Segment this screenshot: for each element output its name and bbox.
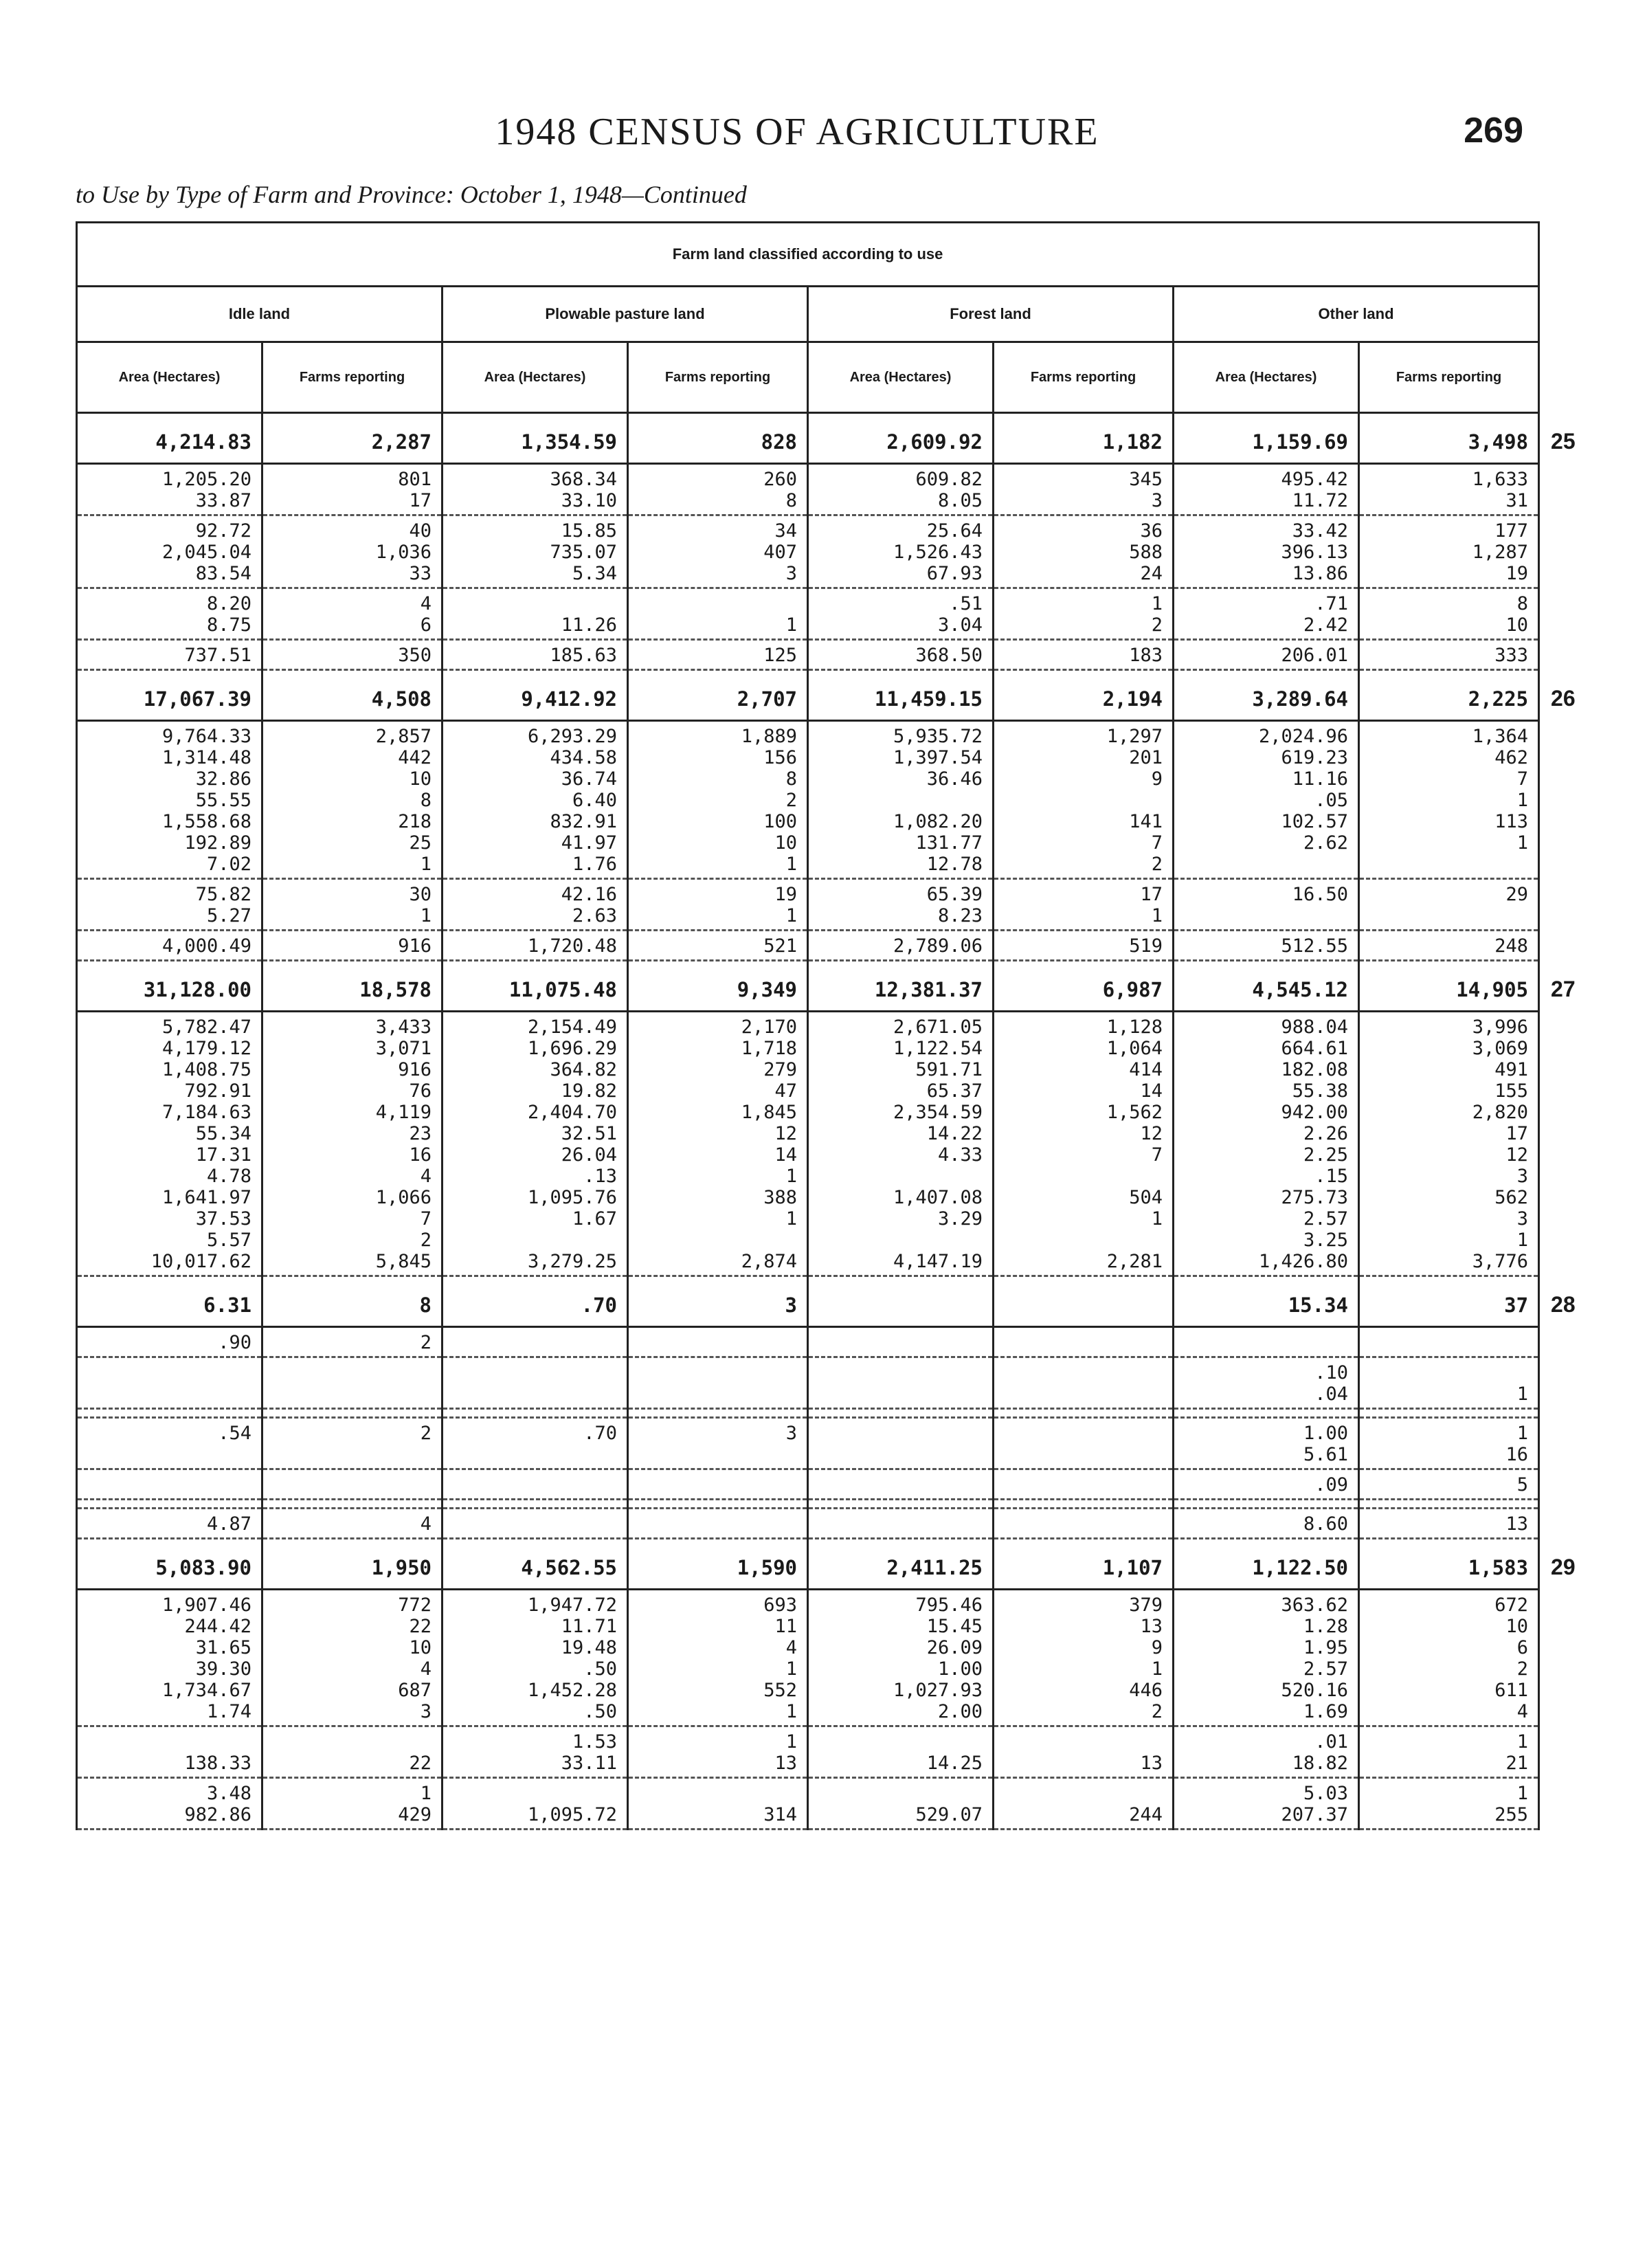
- group-header-other-land: Other land: [1174, 287, 1539, 342]
- table-cell: 333: [1359, 640, 1539, 670]
- row-reference-number: 25: [1539, 413, 1580, 464]
- table-cell: 368.34 33.10: [442, 464, 628, 515]
- table-cell: 2,671.05 1,122.54 591.71 65.37 2,354.59 14.22 4.33 1,407.08 3.29 4,147.19: [808, 1012, 994, 1276]
- table-cell: 11.26: [442, 588, 628, 640]
- table-cell: 11,459.15: [808, 670, 994, 721]
- table-cell: [994, 1327, 1174, 1357]
- table-cell: 2: [262, 1418, 442, 1469]
- table-cell: [262, 1357, 442, 1409]
- table-cell: 1,205.20 33.87: [77, 464, 262, 515]
- group-header-forest-land: Forest land: [808, 287, 1174, 342]
- table-cell: .71 2.42: [1174, 588, 1359, 640]
- row-reference-number: 28: [1539, 1276, 1580, 1327]
- table-cell: 15.34: [1174, 1276, 1359, 1327]
- subheader-area: Area (Hectares): [808, 342, 994, 413]
- table-cell: 138.33: [77, 1726, 262, 1778]
- table-cell: 1,889 156 8 2 100 10 1: [628, 721, 808, 879]
- table-cell: 29: [1359, 879, 1539, 931]
- table-cell: 3: [628, 1418, 808, 1469]
- table-cell: 11,075.48: [442, 961, 628, 1012]
- table-cell: 3: [628, 1276, 808, 1327]
- table-cell: 206.01: [1174, 640, 1359, 670]
- table-cell: 125: [628, 640, 808, 670]
- table-cell: [628, 1409, 808, 1418]
- table-cell: 1.53 33.11: [442, 1726, 628, 1778]
- table-cell: 260 8: [628, 464, 808, 515]
- table-cell: 25.64 1,526.43 67.93: [808, 515, 994, 588]
- section-total-row: [77, 413, 1580, 464]
- table-cell: 4,562.55: [442, 1539, 628, 1590]
- table-cell: 5,782.47 4,179.12 1,408.75 792.91 7,184.63 55.34 17.31 4.78 1,641.97 37.53 5.57 10,017.62: [77, 1012, 262, 1276]
- table-cell: 4,508: [262, 670, 442, 721]
- table-cell: [994, 1418, 1174, 1469]
- table-cell: [628, 1469, 808, 1500]
- table-cell: 1,128 1,064 414 14 1,562 12 7 504 1 2,281: [994, 1012, 1174, 1276]
- table-cell: [1359, 1500, 1539, 1509]
- table-cell: [994, 1469, 1174, 1500]
- table-cell: [994, 1509, 1174, 1539]
- table-cell: [77, 1469, 262, 1500]
- band-header: Farm land classified according to use: [77, 223, 1539, 287]
- table-cell: .70: [442, 1418, 628, 1469]
- table-cell: 345 3: [994, 464, 1174, 515]
- table-cell: 363.62 1.28 1.95 2.57 520.16 1.69: [1174, 1590, 1359, 1726]
- table-cell: 4.87: [77, 1509, 262, 1539]
- group-header-plowable-pasture: Plowable pasture land: [442, 287, 808, 342]
- table-cell: 693 11 4 1 552 1: [628, 1590, 808, 1726]
- table-cell: 1,633 31: [1359, 464, 1539, 515]
- table-row: [77, 1012, 1580, 1276]
- table-cell: 529.07: [808, 1778, 994, 1830]
- table-cell: 379 13 9 1 446 2: [994, 1590, 1174, 1726]
- table-row: [77, 588, 1580, 640]
- table-cell: 1.00 5.61: [1174, 1418, 1359, 1469]
- table-row: [77, 515, 1580, 588]
- table-row: [77, 1726, 1580, 1778]
- subheader-farms: Farms reporting: [1359, 342, 1539, 413]
- table-cell: .90: [77, 1327, 262, 1357]
- table-cell: [442, 1469, 628, 1500]
- table-cell: [628, 1509, 808, 1539]
- table-cell: 1,907.46 244.42 31.65 39.30 1,734.67 1.74: [77, 1590, 262, 1726]
- table-cell: 4,000.49: [77, 931, 262, 961]
- table-cell: 1,354.59: [442, 413, 628, 464]
- table-cell: 16.50: [1174, 879, 1359, 931]
- table-cell: .70: [442, 1276, 628, 1327]
- table-row: [77, 1778, 1580, 1830]
- table-cell: 1,107: [994, 1539, 1174, 1590]
- table-cell: 75.82 5.27: [77, 879, 262, 931]
- table-cell: [994, 1357, 1174, 1409]
- table-cell: 36 588 24: [994, 515, 1174, 588]
- table-cell: 5,935.72 1,397.54 36.46 1,082.20 131.77 12.78: [808, 721, 994, 879]
- table-cell: 8: [262, 1276, 442, 1327]
- table-cell: 2,154.49 1,696.29 364.82 19.82 2,404.70 32.51 26.04 .13 1,095.76 1.67 3,279.25: [442, 1012, 628, 1276]
- table-cell: 9,349: [628, 961, 808, 1012]
- table-cell: 916: [262, 931, 442, 961]
- subheader-farms: Farms reporting: [628, 342, 808, 413]
- table-cell: 14.25: [808, 1726, 994, 1778]
- table-cell: 177 1,287 19: [1359, 515, 1539, 588]
- table-cell: 1 429: [262, 1778, 442, 1830]
- table-cell: [808, 1418, 994, 1469]
- table-cell: .51 3.04: [808, 588, 994, 640]
- table-cell: 2,170 1,718 279 47 1,845 12 14 1 388 1 2,874: [628, 1012, 808, 1276]
- table-cell: 33.42 396.13 13.86: [1174, 515, 1359, 588]
- table-cell: 3.48 982.86: [77, 1778, 262, 1830]
- table-row: [77, 1509, 1580, 1539]
- table-cell: 30 1: [262, 879, 442, 931]
- table-cell: 828: [628, 413, 808, 464]
- table-cell: 244: [994, 1778, 1174, 1830]
- table-row: [77, 1409, 1580, 1418]
- table-cell: 2,411.25: [808, 1539, 994, 1590]
- table-cell: 183: [994, 640, 1174, 670]
- page-title: 1948 CENSUS OF AGRICULTURE: [495, 111, 1099, 153]
- table-cell: [994, 1276, 1174, 1327]
- table-cell: [1359, 1409, 1539, 1418]
- table-cell: 314: [628, 1778, 808, 1830]
- table-cell: 772 22 10 4 687 3: [262, 1590, 442, 1726]
- table-cell: 609.82 8.05: [808, 464, 994, 515]
- table-cell: 17 1: [994, 879, 1174, 931]
- table-cell: 40 1,036 33: [262, 515, 442, 588]
- table-cell: 31,128.00: [77, 961, 262, 1012]
- farm-land-table: [76, 221, 1576, 1830]
- table-cell: 17,067.39: [77, 670, 262, 721]
- table-cell: 519: [994, 931, 1174, 961]
- table-cell: 18,578: [262, 961, 442, 1012]
- table-row: [77, 1590, 1580, 1726]
- table-cell: 1 13: [628, 1726, 808, 1778]
- table-subtitle: to Use by Type of Farm and Province: October 1, 1948—Continued: [76, 181, 747, 208]
- table-row: [77, 1327, 1580, 1357]
- table-cell: [77, 1409, 262, 1418]
- table-row: [77, 464, 1580, 515]
- table-cell: [442, 1500, 628, 1509]
- table-cell: 672 10 6 2 611 4: [1359, 1590, 1539, 1726]
- table-cell: [808, 1357, 994, 1409]
- table-cell: 801 17: [262, 464, 442, 515]
- table-cell: [262, 1409, 442, 1418]
- table-cell: 1,720.48: [442, 931, 628, 961]
- table-cell: 9,412.92: [442, 670, 628, 721]
- table-cell: 12,381.37: [808, 961, 994, 1012]
- table-cell: [994, 1409, 1174, 1418]
- table-cell: 2,287: [262, 413, 442, 464]
- table-cell: 1,583: [1359, 1539, 1539, 1590]
- table-body: [77, 413, 1580, 1830]
- table-cell: 14,905: [1359, 961, 1539, 1012]
- table-cell: 368.50: [808, 640, 994, 670]
- table-cell: 2,707: [628, 670, 808, 721]
- table-cell: 8.20 8.75: [77, 588, 262, 640]
- table-cell: 37: [1359, 1276, 1539, 1327]
- table-cell: 495.42 11.72: [1174, 464, 1359, 515]
- table-cell: 1,182: [994, 413, 1174, 464]
- table-cell: 795.46 15.45 26.09 1.00 1,027.93 2.00: [808, 1590, 994, 1726]
- table-cell: 1 255: [1359, 1778, 1539, 1830]
- table-cell: 9,764.33 1,314.48 32.86 55.55 1,558.68 192.89 7.02: [77, 721, 262, 879]
- table-cell: 988.04 664.61 182.08 55.38 942.00 2.26 2.25 .15 275.73 2.57 3.25 1,426.80: [1174, 1012, 1359, 1276]
- table-cell: 42.16 2.63: [442, 879, 628, 931]
- table-cell: .09: [1174, 1469, 1359, 1500]
- table-cell: 4 6: [262, 588, 442, 640]
- table-cell: 13: [994, 1726, 1174, 1778]
- table-cell: [262, 1469, 442, 1500]
- table-cell: 1,297 201 9 141 7 2: [994, 721, 1174, 879]
- table-cell: 8 10: [1359, 588, 1539, 640]
- table-cell: .01 18.82: [1174, 1726, 1359, 1778]
- table-cell: [808, 1500, 994, 1509]
- table-cell: 3,433 3,071 916 76 4,119 23 16 4 1,066 7 2 5,845: [262, 1012, 442, 1276]
- table-cell: 19 1: [628, 879, 808, 931]
- table-cell: 1: [628, 588, 808, 640]
- table-cell: [808, 1409, 994, 1418]
- section-total-row: [77, 1539, 1580, 1590]
- table-cell: 22: [262, 1726, 442, 1778]
- table-cell: 248: [1359, 931, 1539, 961]
- table-cell: 5.03 207.37: [1174, 1778, 1359, 1830]
- table-cell: [808, 1276, 994, 1327]
- table-cell: [994, 1500, 1174, 1509]
- table-cell: 1,095.72: [442, 1778, 628, 1830]
- table-row: [77, 640, 1580, 670]
- row-reference-number: 29: [1539, 1539, 1580, 1590]
- table-cell: [442, 1327, 628, 1357]
- group-header-idle-land: Idle land: [77, 287, 442, 342]
- table-cell: [1174, 1327, 1359, 1357]
- table-cell: 13: [1359, 1509, 1539, 1539]
- subheader-area: Area (Hectares): [1174, 342, 1359, 413]
- table-cell: 3,996 3,069 491 155 2,820 17 12 3 562 3 1 3,776: [1359, 1012, 1539, 1276]
- table-cell: 521: [628, 931, 808, 961]
- table-cell: 2,857 442 10 8 218 25 1: [262, 721, 442, 879]
- table-cell: 4,214.83: [77, 413, 262, 464]
- page-header: [0, 0, 1647, 227]
- table-cell: 1,364 462 7 1 113 1: [1359, 721, 1539, 879]
- table-cell: 185.63: [442, 640, 628, 670]
- table-cell: [1174, 1409, 1359, 1418]
- subheader-area: Area (Hectares): [442, 342, 628, 413]
- table-cell: [628, 1357, 808, 1409]
- subheader-area: Area (Hectares): [77, 342, 262, 413]
- table-cell: 1,159.69: [1174, 413, 1359, 464]
- table-cell: 1: [1359, 1357, 1539, 1409]
- table-cell: 350: [262, 640, 442, 670]
- table-cell: [442, 1509, 628, 1539]
- table-cell: 15.85 735.07 5.34: [442, 515, 628, 588]
- table-cell: [262, 1500, 442, 1509]
- section-total-row: [77, 1276, 1580, 1327]
- table-cell: 1,122.50: [1174, 1539, 1359, 1590]
- subheader-farms: Farms reporting: [994, 342, 1174, 413]
- table-cell: 737.51: [77, 640, 262, 670]
- row-reference-number: 27: [1539, 961, 1580, 1012]
- table-cell: 1,590: [628, 1539, 808, 1590]
- table-cell: 5,083.90: [77, 1539, 262, 1590]
- table-cell: 65.39 8.23: [808, 879, 994, 931]
- table-cell: 6,293.29 434.58 36.74 6.40 832.91 41.97 1.76: [442, 721, 628, 879]
- table-cell: 2,225: [1359, 670, 1539, 721]
- table-cell: 5: [1359, 1469, 1539, 1500]
- table-cell: [77, 1500, 262, 1509]
- table-cell: 1,950: [262, 1539, 442, 1590]
- table-cell: 6.31: [77, 1276, 262, 1327]
- table-cell: 1 21: [1359, 1726, 1539, 1778]
- table-cell: [808, 1327, 994, 1357]
- table-cell: [442, 1409, 628, 1418]
- table-cell: 512.55: [1174, 931, 1359, 961]
- table-cell: [628, 1500, 808, 1509]
- subheader-farms: Farms reporting: [262, 342, 442, 413]
- table-cell: .54: [77, 1418, 262, 1469]
- table-cell: 92.72 2,045.04 83.54: [77, 515, 262, 588]
- table-row: [77, 879, 1580, 931]
- table-row: [77, 1500, 1580, 1509]
- table-cell: [808, 1469, 994, 1500]
- table-cell: 2: [262, 1327, 442, 1357]
- table-cell: [442, 1357, 628, 1409]
- table-cell: 2,194: [994, 670, 1174, 721]
- table-cell: 1 2: [994, 588, 1174, 640]
- table-cell: [808, 1509, 994, 1539]
- table-cell: 3,498: [1359, 413, 1539, 464]
- section-total-row: [77, 961, 1580, 1012]
- table-row: [77, 1418, 1580, 1469]
- table-cell: [77, 1357, 262, 1409]
- section-total-row: [77, 670, 1580, 721]
- table-cell: 2,024.96 619.23 11.16 .05 102.57 2.62: [1174, 721, 1359, 879]
- table-cell: 4,545.12: [1174, 961, 1359, 1012]
- table-cell: 34 407 3: [628, 515, 808, 588]
- table-row: [77, 721, 1580, 879]
- table-cell: 6,987: [994, 961, 1174, 1012]
- table-cell: 3,289.64: [1174, 670, 1359, 721]
- table-cell: .10 .04: [1174, 1357, 1359, 1409]
- table-cell: 8.60: [1174, 1509, 1359, 1539]
- row-reference-number: 26: [1539, 670, 1580, 721]
- table-cell: 4: [262, 1509, 442, 1539]
- table-cell: 2,609.92: [808, 413, 994, 464]
- table-row: [77, 1357, 1580, 1409]
- table-cell: 1,947.72 11.71 19.48 .50 1,452.28 .50: [442, 1590, 628, 1726]
- table-row: [77, 1469, 1580, 1500]
- table-cell: 2,789.06: [808, 931, 994, 961]
- page-number: 269: [1464, 111, 1523, 151]
- table-row: [77, 931, 1580, 961]
- table-cell: 1 16: [1359, 1418, 1539, 1469]
- table-cell: [1174, 1500, 1359, 1509]
- table-cell: [628, 1327, 808, 1357]
- table-cell: [1359, 1327, 1539, 1357]
